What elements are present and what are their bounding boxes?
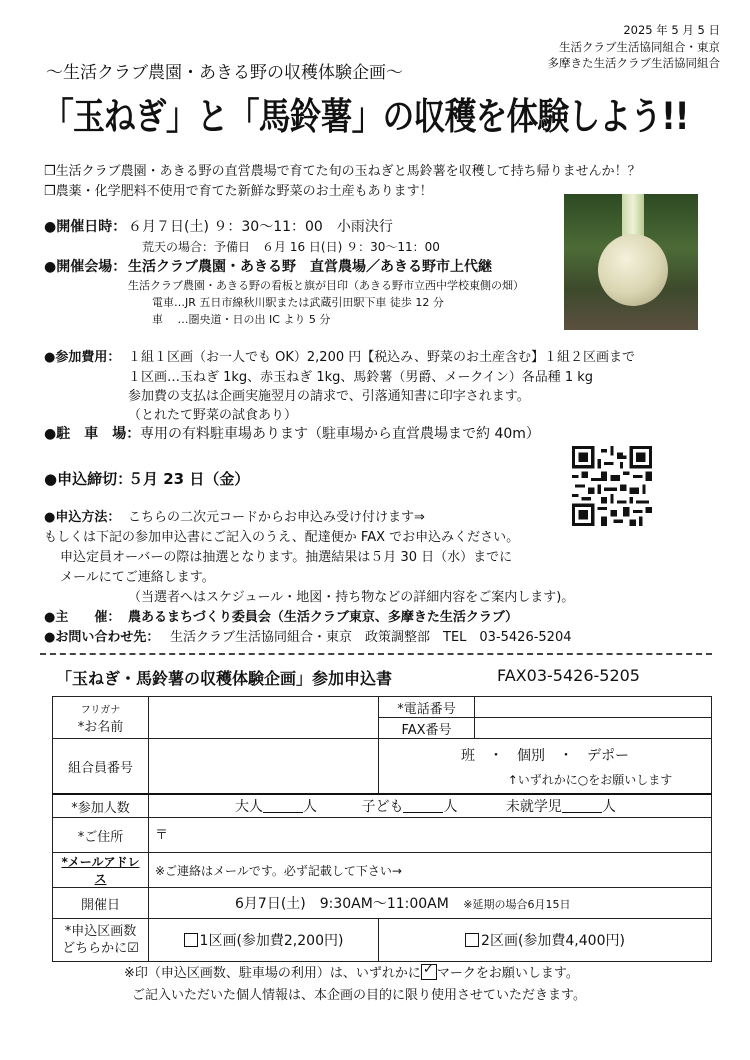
plot-1-checkbox[interactable] <box>184 933 198 947</box>
name-field[interactable] <box>149 697 379 739</box>
participants-label: *参加人数 <box>53 794 149 818</box>
method-value: こちらの二次元コードからお申込み受け付けます⇒ <box>128 510 425 525</box>
form-fax-number: FAX03-5426-5205 <box>497 666 640 685</box>
email-note: ※ご連絡はメールです。必ず記載して下さい→ <box>155 863 402 878</box>
method-fax: もしくは下記の参加申込書にご記入のうえ、配達便か FAX でお申込みください。 <box>44 530 520 545</box>
postal-mark: 〒 <box>155 828 169 843</box>
address-label: *ご住所 <box>53 818 149 853</box>
venue-value: 生活クラブ農園・あきる野 直営農場／あきる野市上代継 <box>128 259 492 275</box>
datetime-label: ●開催日時： <box>44 219 127 235</box>
email-label: *メールアドレス <box>53 853 149 888</box>
name-label: *お名前 <box>77 719 124 735</box>
plot-1-label: 1区画(参加費2,200円) <box>199 933 344 949</box>
footer-note-1-start: ※印（申込区画数、駐車場の利用）は、いずれかに <box>124 966 421 981</box>
furigana-label: フリガナ <box>80 704 121 716</box>
participants-field[interactable] <box>149 794 712 818</box>
infant-label: 未就学児 <box>505 799 562 815</box>
email-field[interactable] <box>149 853 712 888</box>
fax-field[interactable] <box>475 718 712 739</box>
date-value: 6月7日(土) 9:30AM〜11:00AM <box>235 896 449 912</box>
delivery-options: 班 ・ 個別 ・ デポー <box>461 747 629 764</box>
member-number-label: 組合員番号 <box>53 739 149 795</box>
child-label: 子ども <box>361 799 404 815</box>
plots-label-cell <box>53 919 149 962</box>
parking-value: 専用の有料駐車場あります（駐車場から直営農場まで約 40m） <box>140 426 540 442</box>
plots-label: *申込区画数 <box>64 924 137 939</box>
venue-note: 生活クラブ農園・あきる野の看板と旗が目印（あきる野市立西中学校東側の畑） <box>128 279 524 292</box>
adult-count-field[interactable] <box>263 800 303 813</box>
date-note: ※延期の場合6月15日 <box>463 898 571 911</box>
cut-line <box>40 653 712 655</box>
plot-2-label: 2区画(参加費4,400円) <box>481 933 625 949</box>
organizer-tamakita: 多摩きた生活クラブ生活協同組合 <box>547 56 720 70</box>
access-train: 電車…JR 五日市線秋川駅または武蔵引田駅下車 徒歩 12 分 <box>152 296 444 309</box>
fee-value: １組１区画（お一人でも OK）2,200 円【税込み、野菜のお土産含む】１組２区画まで <box>128 350 636 365</box>
member-number-field[interactable] <box>149 739 379 795</box>
subtitle: 〜生活クラブ農園・あきる野の収穫体験企画〜 <box>46 63 403 83</box>
checkmark-icon <box>421 964 437 980</box>
host-label: ●主 催： <box>44 610 121 625</box>
date-label: 開催日 <box>53 888 149 919</box>
footer-note-1-end: マークをお願いします。 <box>436 966 579 981</box>
fax-label: FAX番号 <box>379 718 475 739</box>
adult-label: 大人 <box>235 799 263 815</box>
deadline-label: ●申込締切： <box>44 470 133 488</box>
plot-option-2[interactable] <box>379 919 712 962</box>
host-value: 農あるまちづくり委員会（生活クラブ東京、多摩きた生活クラブ） <box>128 610 519 625</box>
phone-field[interactable] <box>475 697 712 718</box>
method-lottery: 申込定員オーバーの際は抽選となります。抽選結果は５月 30 日（水）までに <box>60 550 513 565</box>
datetime-value: ６月７日(土) ９：30〜11：00 小雨決行 <box>128 219 393 235</box>
child-unit: 人 <box>443 799 458 815</box>
venue-label: ●開催会場： <box>44 259 127 275</box>
plot-option-1[interactable] <box>149 919 379 962</box>
plot-2-checkbox[interactable] <box>465 933 479 947</box>
infant-count-field[interactable] <box>562 800 602 813</box>
plots-instruction: どちらかに☑ <box>62 941 139 956</box>
contact-label: ●お問い合わせ先： <box>44 630 160 645</box>
footer-note-1 <box>124 962 579 981</box>
fee-detail: １区画…玉ねぎ 1kg、赤玉ねぎ 1kg、馬鈴薯（男爵、メークイン）各品種 1 kg <box>128 370 594 385</box>
delivery-note: ↑いずれかに○をお願いします <box>507 772 673 787</box>
contact-value: 生活クラブ生活協同組合・東京 政策調整部 TEL 03-5426-5204 <box>170 630 572 645</box>
parking-label: ●駐 車 場： <box>44 426 141 442</box>
method-email: メールにてご連絡します。 <box>60 570 215 585</box>
delivery-type-cell[interactable] <box>379 739 712 795</box>
access-car: 車 …圏央道・日の出 IC より 5 分 <box>152 313 331 326</box>
organizer-tokyo: 生活クラブ生活協同組合・東京 <box>559 40 720 54</box>
footer-privacy-note: ご記入いただいた個人情報は、本企画の目的に限り使用させていただきます。 <box>132 988 586 1003</box>
phone-label: *電話番号 <box>379 697 475 718</box>
deadline-value: ５月 23 日（金） <box>128 470 250 488</box>
page-title: 「玉ねぎ」と「馬鈴薯」の収穫を体験しよう!! <box>42 95 689 138</box>
intro-line-2: ❒農薬・化学肥料不使用で育てた新鮮な野菜のお土産もあります！ <box>44 184 433 199</box>
datetime-rain: 荒天の場合：予備日 ６月 16 日(日) ９：30〜11：00 <box>142 240 440 254</box>
date-cell <box>149 888 712 919</box>
issue-date: 2025 年 5 月 5 日 <box>623 23 720 37</box>
method-winners: （当選者へはスケジュール・地図・持ち物などの詳細内容をご案内します)。 <box>128 590 575 605</box>
fee-tasting: （とれたて野菜の試食あり） <box>128 408 298 423</box>
application-form <box>52 696 712 962</box>
onion-photo <box>564 194 698 330</box>
infant-unit: 人 <box>601 799 616 815</box>
address-field[interactable] <box>149 818 712 853</box>
name-label-cell <box>53 697 149 739</box>
fee-label: ●参加費用： <box>44 350 121 365</box>
form-title: 「玉ねぎ・馬鈴薯の収穫体験企画」参加申込書 <box>56 669 393 688</box>
qr-code[interactable] <box>572 446 652 526</box>
child-count-field[interactable] <box>403 800 443 813</box>
adult-unit: 人 <box>303 799 317 815</box>
intro-line-1: ❒生活クラブ農園・あきる野の直営農場で育てた旬の玉ねぎと馬鈴薯を収穫して持ち帰りませんか！？ <box>44 164 641 179</box>
fee-payment: 参加費の支払は企画実施翌月の請求で、引落通知書に印字されます。 <box>128 389 530 404</box>
method-label: ●申込方法： <box>44 510 121 525</box>
